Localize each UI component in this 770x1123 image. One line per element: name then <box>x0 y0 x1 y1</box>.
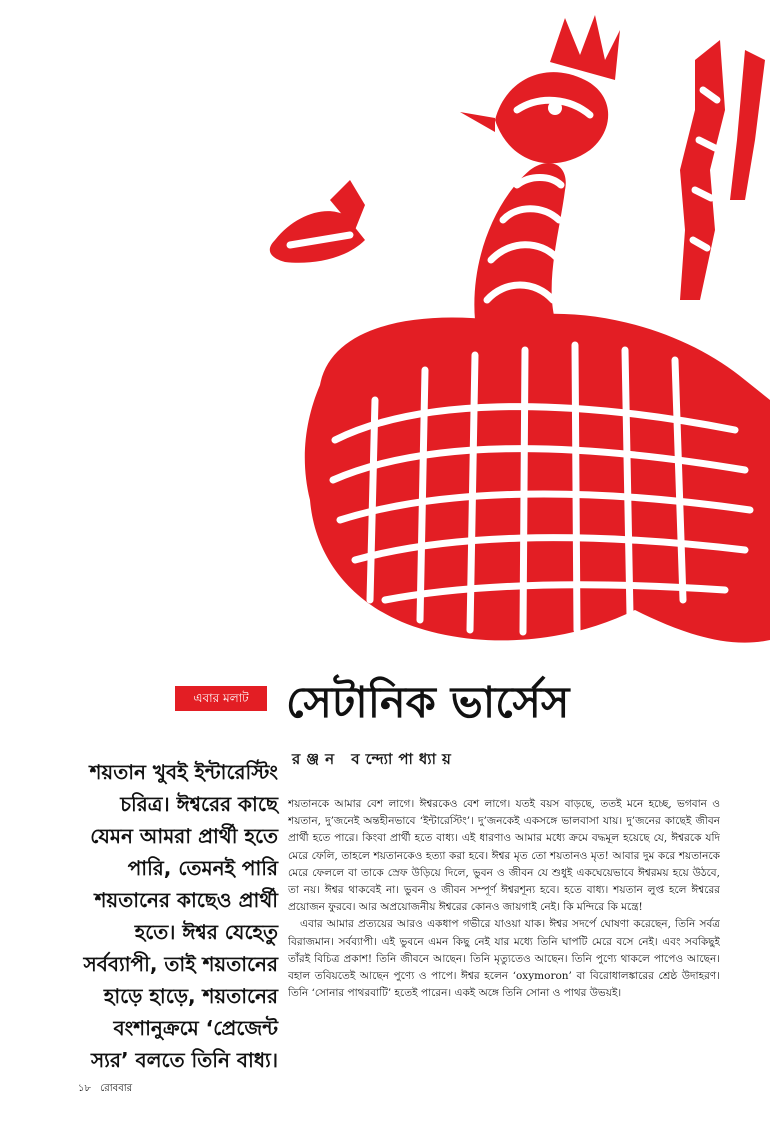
body-paragraph: শয়তানকে আমার বেশ লাগে। ঈশ্বরকেও বেশ লাগে। যতই বয়স বাড়ছে, ততই মনে হচ্ছে, ভগবান ও শয়তান, দু’জনেই অন্তহীনভাবে ‘ইন্টারেস্টিং’। দু’জনকেই একসঙ্গে ভালবাসা যায়। দু’জনের কাছেই জীবন প্রার্থী হতে পারে। কিংবা প্রার্থী হতে বাধ্য। এই ধারণাও আমার মধ্যে ক্রমে বদ্ধমূল হয়েছে যে, ঈশ্বরকে যদি মেরে ফেলি, তাহলে শয়তানকেও হত্যা করা হবে। ঈশ্বর মৃত তো শয়তানও মৃত! আবার দুম করে শয়তানকে মেরে ফেললে বা তাকে স্রেফ উড়িয়ে দিলে, ভুবন ও জীবন যে শুধুই একঘেয়েভাবে ঈশ্বরময় হয়ে উঠবে, তা নয়। ঈশ্বর থাকবেই না। ভুবন ও জীবন সম্পূর্ণ ঈশ্বরশূন্য হবে। হতে বাধ্য। শয়তান লুপ্ত হলে ঈশ্বরের প্রয়োজন ফুরবে। আর অপ্রয়োজনীয় ঈশ্বরের কোনও জায়গাই নেই। কি মন্দিরে কি মন্ত্রে! <box>288 798 720 914</box>
cover-illustration <box>255 0 770 670</box>
pull-quote: শয়তান খুবই ইন্টারেস্টিং চরিত্র। ঈশ্বরের কাছে যেমন আমরা প্রার্থী হতে পারি, তেমনই পারি শয়তানের কাছেও প্রার্থী হতে। ঈশ্বর যেহেতু সর্বব্যাপী, তাই শয়তানের হাড়ে হাড়ে, শয়তানের বংশানুক্রমে ‘প্রেজেন্ট স্যর’ বলতে তিনি বাধ্য। <box>83 760 278 1072</box>
page-number: ১৮ <box>78 1083 91 1094</box>
publication-name: রোববার <box>100 1083 133 1094</box>
body-paragraph: এবার আমার প্রত্যয়ের আরও একধাপ গভীরে যাওয়া যাক। ঈশ্বর সদর্পে ঘোষণা করেছেন, তিনি সর্বত্র বিরাজমান। সর্বব্যাপী। এই ভুবনে এমন কিছু নেই যার মধ্যে তিনি ঘাপটি মেরে বসে নেই। এবং সবকিছুই তাঁরই বিচিত্র প্রকাশ! তিনি জীবনে আছেন। তিনি মৃত্যুতেও আছেন। তিনি পুণ্যে থাকলে পাপেও আছেন। বহাল তবিয়তেই আছেন পুণ্যে ও পাপে। ঈশ্বর হলেন ‘oxymoron’ বা বিরোধালঙ্কারের শ্রেষ্ঠ উদাহরণ। তিনি ‘সোনার পাথরবাটি’ হতেই পারেন। একই অঙ্গে তিনি সোনা ও পাথর উভয়ই। <box>288 918 720 1000</box>
article-body <box>288 796 720 1058</box>
article-title: সেটানিক ভার্সেস <box>286 678 570 728</box>
section-tag: এবার মলাট <box>175 686 267 711</box>
page-footer <box>78 1081 138 1097</box>
author-byline: রঞ্জন বন্দ্যোপাধ্যায় <box>292 750 457 768</box>
